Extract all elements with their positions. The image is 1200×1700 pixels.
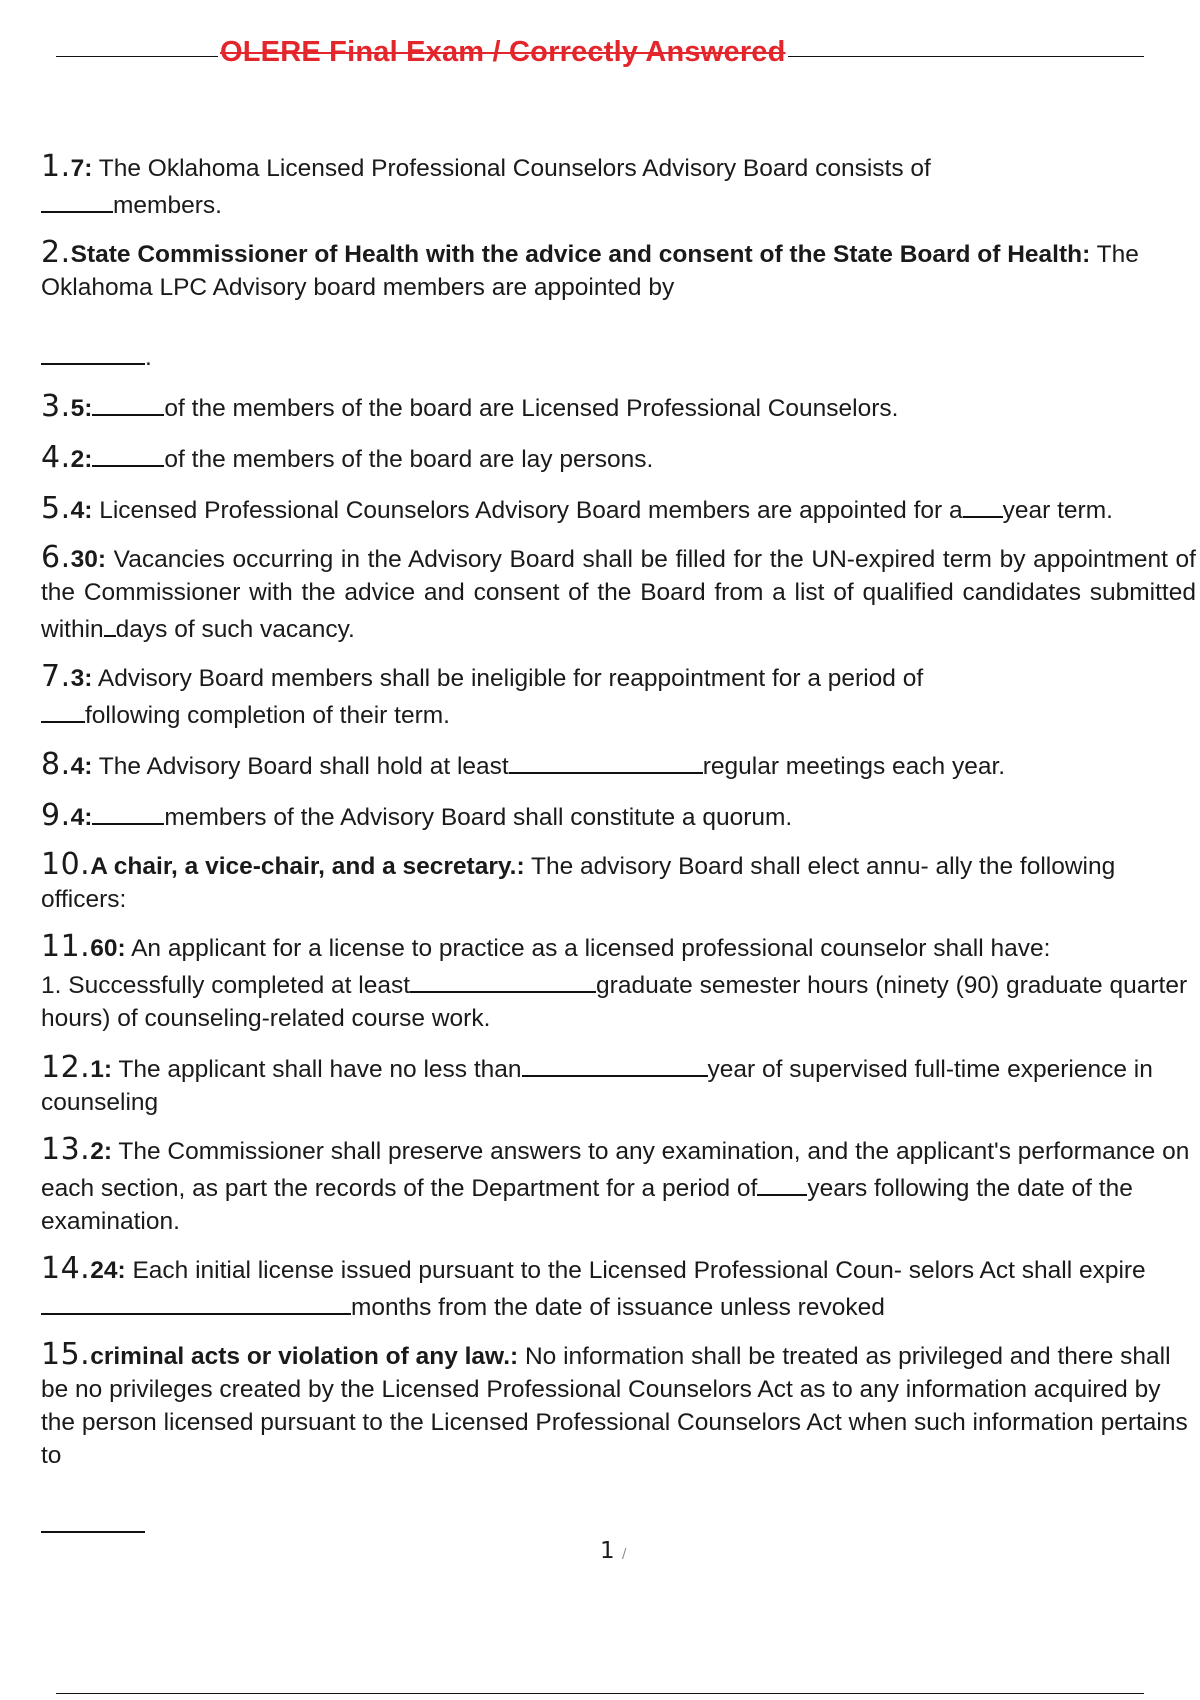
answer-blank xyxy=(41,1287,351,1315)
answer-blank xyxy=(757,1168,807,1196)
question-8 xyxy=(41,746,1196,783)
question-text: The Commissioner shall preserve answers to any examination, and the applicant's performance on each section, as part the records of the Department for a period of xyxy=(41,1138,1190,1202)
answer-blank xyxy=(92,439,164,467)
question-text: Each initial license issued pursuant to the Licensed Professional Coun- selors Act shall expire xyxy=(125,1257,1146,1284)
question-answer: 30: xyxy=(70,546,107,573)
question-answer: criminal acts or violation of any law.: xyxy=(90,1343,519,1370)
question-text: The advisory Board shall elect annu- ally the following officers: xyxy=(41,853,1116,913)
question-7 xyxy=(41,660,1196,732)
question-text: years following the date of the examination. xyxy=(41,1175,1133,1235)
question-number: 6. xyxy=(41,540,71,575)
answer-blank xyxy=(963,490,1003,518)
question-number: 1. xyxy=(41,149,71,184)
question-number: 8. xyxy=(41,747,71,782)
question-answer: 2: xyxy=(70,446,93,473)
answer-blank xyxy=(41,695,85,723)
question-14 xyxy=(41,1252,1196,1324)
answer-blank xyxy=(41,337,145,365)
question-text: of the members of the board are lay persons. xyxy=(164,446,654,473)
page-number xyxy=(600,1538,626,1564)
question-text: The Oklahoma Licensed Professional Counselors Advisory Board consists of xyxy=(92,155,931,182)
answer-blank xyxy=(410,965,596,993)
question-text: members. xyxy=(113,192,222,219)
question-15 xyxy=(41,1338,1196,1542)
question-13 xyxy=(41,1133,1196,1238)
question-answer: 3: xyxy=(70,665,93,692)
question-12 xyxy=(41,1049,1196,1119)
question-number: 5. xyxy=(41,491,71,526)
question-number: 10. xyxy=(41,847,91,882)
question-text: year of supervised full-time experience in counseling xyxy=(41,1056,1153,1116)
answer-blank xyxy=(522,1049,708,1077)
question-text: year term. xyxy=(1002,497,1113,524)
question-3 xyxy=(41,388,1196,425)
question-text: members of the Advisory Board shall constitute a quorum. xyxy=(164,804,793,831)
question-number: 13. xyxy=(41,1132,91,1167)
question-text: regular meetings each year. xyxy=(702,753,1006,780)
page-number-value: 1 xyxy=(600,1538,615,1564)
question-answer: 7: xyxy=(70,155,93,182)
question-answer: 5: xyxy=(70,395,93,422)
question-answer: 2: xyxy=(90,1138,113,1165)
question-number: 7. xyxy=(41,659,71,694)
question-answer: 24: xyxy=(90,1257,126,1284)
question-text: No information shall be treated as privileged and there shall be no privileges created by the Licensed Professional Counselors Act as to any information acquired by the person licensed pursuant to the Licensed Professional Counselors Act when such information pertains to xyxy=(41,1343,1188,1469)
question-number: 14. xyxy=(41,1251,91,1286)
answer-blank xyxy=(92,388,164,416)
question-11 xyxy=(41,930,1196,1035)
question-number: 3. xyxy=(41,389,71,424)
page-number-separator: / xyxy=(621,1547,627,1562)
question-answer: 4: xyxy=(70,497,93,524)
question-number: 9. xyxy=(41,798,71,833)
question-text: The applicant shall have no less than xyxy=(112,1056,522,1083)
page-title: OLERE Final Exam / Correctly Answered xyxy=(218,32,788,72)
question-number: 4. xyxy=(41,440,71,475)
question-6 xyxy=(41,541,1196,646)
answer-blank xyxy=(509,746,703,774)
question-9 xyxy=(41,797,1196,834)
question-answer: 60: xyxy=(90,935,126,962)
question-number: 15. xyxy=(41,1337,91,1372)
question-4 xyxy=(41,439,1196,476)
question-1 xyxy=(41,150,1196,222)
answer-blank xyxy=(92,797,164,825)
footer-rule xyxy=(56,1693,1144,1694)
question-answer: 1: xyxy=(90,1056,113,1083)
answer-blank xyxy=(104,609,116,637)
answer-blank xyxy=(41,185,113,213)
answer-blank xyxy=(41,1505,145,1533)
question-text: Licensed Professional Counselors Advisory Board members are appointed for a xyxy=(92,497,963,524)
question-list xyxy=(41,150,1196,1556)
question-text: 1. Successfully completed at least xyxy=(41,972,411,999)
question-text: days of such vacancy. xyxy=(115,616,355,643)
question-text: Advisory Board members shall be ineligible for reappointment for a period of xyxy=(92,665,924,692)
question-text: months from the date of issuance unless revoked xyxy=(351,1294,885,1321)
question-answer: 4: xyxy=(70,753,93,780)
question-10 xyxy=(41,848,1196,916)
question-text: The Advisory Board shall hold at least xyxy=(92,753,509,780)
question-text: Vacancies occurring in the Advisory Board shall be filled for the UN-expired term by appointment of the Commissioner with the advice and consent of the Board from a list of qualified candidates submitted within xyxy=(41,546,1196,643)
question-2 xyxy=(41,236,1196,374)
question-5 xyxy=(41,490,1196,527)
question-text: An applicant for a license to practice as a licensed professional counselor shall have: xyxy=(125,935,1051,962)
question-text: . xyxy=(145,344,152,371)
question-number: 11. xyxy=(41,929,91,964)
question-text: of the members of the board are Licensed Professional Counselors. xyxy=(164,395,899,422)
question-text: following completion of their term. xyxy=(85,702,450,729)
question-answer: 4: xyxy=(70,804,93,831)
question-answer: State Commissioner of Health with the advice and consent of the State Board of Health: xyxy=(70,241,1091,268)
question-number: 2. xyxy=(41,235,71,270)
question-answer: A chair, a vice-chair, and a secretary.: xyxy=(90,853,525,880)
question-text: graduate semester hours (ninety (90) graduate quarter hours) of counseling-related course work. xyxy=(41,972,1188,1032)
question-text: The Oklahoma LPC Advisory board members are appointed by xyxy=(41,241,1139,301)
question-number: 12. xyxy=(41,1050,91,1085)
